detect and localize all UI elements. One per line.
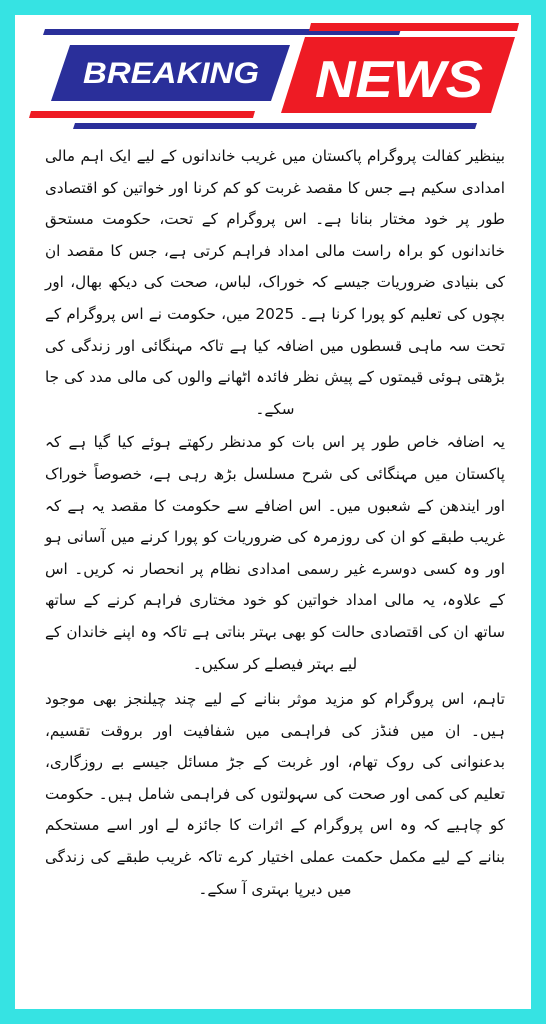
article-paragraph-2: یہ اضافہ خاص طور پر اس بات کو مدنظر رکھتے ہوئے کیا گیا ہے کہ پاکستان میں مہنگائی کی شرح مسلسل بڑھ رہی ہے، خصوصاً خوراک اور ایندھن کے شعبوں میں۔ اس اضافے سے حکومت کا مقصد یہ ہے کہ غریب طبقے کو ان کی روزمرہ کی ضروریات کو پورا کرنے میں آسانی ہو اور وہ کسی دوسرے غیر رسمی امدادی نظام پر انحصار نہ کریں۔ اس کے علاوہ، یہ مالی امداد خواتین کو خود مختاری فراہم کرنے کے ساتھ ساتھ ان کی اقتصادی حالت کو بھی بہتر بناتی ہے تاکہ وہ اپنے خاندان کے لیے بہتر فیصلے کر سکیں۔ bbox=[45, 433, 505, 673]
banner-news-text: NEWS bbox=[315, 51, 484, 109]
banner-bottom-red-stripe bbox=[29, 111, 255, 118]
banner-top-red-stripe bbox=[309, 23, 519, 31]
banner-bottom-blue-stripe bbox=[73, 123, 477, 129]
article-body bbox=[45, 141, 505, 905]
breaking-news-banner bbox=[15, 15, 531, 133]
article-page bbox=[15, 15, 531, 1009]
article-paragraph-3: تاہم، اس پروگرام کو مزید موثر بنانے کے لیے چند چیلنجز بھی موجود ہیں۔ ان میں فنڈز کی فراہمی میں شفافیت اور بروقت تقسیم، بدعنوانی کی روک تھام، اور غربت کے جڑ مسائل جیسے بے روزگاری، تعلیم کی کمی اور صحت کی سہولتوں کی فراہمی شامل ہیں۔ حکومت کو چاہیے کہ وہ اس پروگرام کے اثرات کا جائزہ لے اور اسے مستحکم بنانے کے لیے مکمل حکمت عملی اختیار کرے تاکہ غریب طبقے کی زندگی میں دیرپا بہتری آ سکے۔ bbox=[45, 690, 505, 898]
banner-breaking-text: BREAKING bbox=[83, 57, 259, 90]
article-paragraph-1: بینظیر کفالت پروگرام پاکستان میں غریب خاندانوں کے لیے ایک اہم مالی امدادی سکیم ہے جس کا مقصد غربت کو کم کرنا اور خواتین کو اقتصادی طور پر خود مختار بنانا ہے۔ اس پروگرام کے تحت، حکومت مستحق خاندانوں کو براہ راست مالی امداد فراہم کرتی ہے، جس کا مقصد ان کی بنیادی ضروریات جیسے کہ خوراک، لباس، صحت کی دیکھ بھال، اور بچوں کی تعلیم کو پورا کرنا ہے۔ 2025 میں، حکومت نے اس پروگرام کے تحت سہ ماہی قسطوں میں اضافہ کیا ہے تاکہ مہنگائی اور زندگی کی بڑھتی ہوئی قیمتوں کے پیش نظر فائدہ اٹھانے والوں کی مالی مدد کی جا سکے۔ bbox=[45, 147, 505, 418]
